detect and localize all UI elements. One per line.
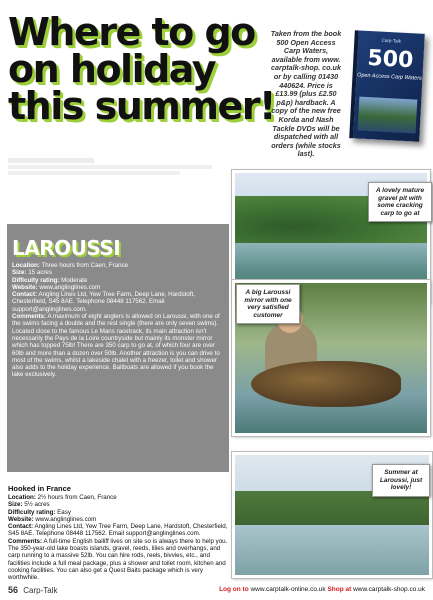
website-value: www.anglinglines.com <box>35 515 97 523</box>
hooked-details <box>8 494 230 582</box>
location-value: 2½ hours from Caen, France <box>37 494 117 501</box>
size-label: Size: <box>8 501 23 509</box>
comments-label: Comments: <box>12 313 47 321</box>
laroussi-title: LAROUSSI <box>12 236 121 260</box>
book-number: 500 <box>366 45 414 74</box>
log-on-label: Log on to <box>219 586 249 593</box>
headline-line-2: on holiday <box>8 47 216 91</box>
comments-value: A full-time English bailiff lives on site so is always there to help you. The 350-year-old lake boasts islands, gravel, reeds, lilies and overhangs, and carp running to a massive 52lb. You can hire rods, reels, bivvies, etc., and facilities include a full meal package, plus a shower and toilet room, kitchen and cooking facilities. You can also get a Quest Baits package which is very worthwhile. <box>8 537 228 582</box>
website-value: www.anglinglines.com <box>39 283 101 291</box>
photo-caption-2: A big Laroussi mirror with one very satisfied customer <box>236 284 300 324</box>
page-headline <box>8 10 288 128</box>
footer-links <box>219 586 425 593</box>
page-footer <box>0 580 433 600</box>
photo-caption-3: Summer at Laroussi, just lovely! <box>372 464 430 497</box>
book-cover-photo <box>358 97 418 134</box>
carptalk-online-link[interactable]: www.carptalk-online.co.uk <box>250 586 326 593</box>
website-label: Website: <box>12 283 38 291</box>
comments-value: A maximum of eight anglers is allowed on Laroussi, with one of the swims facing a double and the rest single (there are only seven swims). Located close to the famous Le Mans racetrack, its main attraction isn't necessarily the Pays de la Loire countryside but mainly its monster mirror which has topped 75lb! There are 350 carp to go at, of which four are over 60lb and more than a dozen over 50lb. Another attraction is you can drive to most of the swims, whilst a lakeside chalet with a freezer, toilet and shower also adds to the holiday experience. Baitboats are allowed if you book the lake exclusively. <box>12 313 220 379</box>
contact-value: Angling Lines Ltd, Yew Tree Farm, Deep Lane, Hardstoft, Chesterfield, S45 8AE. Telephone 08448 117562. Email support@anglinglines.com. <box>8 523 228 538</box>
location-label: Location: <box>8 494 36 501</box>
size-label: Size: <box>12 269 27 277</box>
book-promo-text: Taken from the book 500 Open Access Carp Waters, available from www. carptalk-shop. co.uk or by calling 01430 440624. Price is £13.99 (plus £2.50 p&p) hardback. A copy of the new free Korda and Nash Tackle DVDs will be dispatched with all orders (while stocks last). <box>270 29 342 159</box>
carptalk-shop-link[interactable]: www.carptalk-shop.co.uk <box>353 586 425 593</box>
book-subtitle: Open Access Carp Waters <box>356 72 422 82</box>
hooked-title: Hooked in France <box>8 484 71 493</box>
shop-at-label: Shop at <box>327 586 352 593</box>
website-label: Website: <box>8 515 34 523</box>
headline-line-1: Where to go <box>8 10 255 54</box>
size-value: 15 acres <box>28 269 52 277</box>
page-number: 56 <box>8 585 19 595</box>
headline-line-3: this summer! <box>8 84 275 128</box>
location-value: Three hours from Caen, France <box>41 262 129 269</box>
contact-value: Angling Lines Ltd, Yew Tree Farm, Deep Lane, Hardstoft, Chesterfield, S45 8AE. Telephone 08448 117562. Email support@anglinglines.com. <box>12 291 195 313</box>
difficulty-value: Moderate <box>61 276 88 284</box>
difficulty-label: Difficulty rating: <box>8 508 56 516</box>
photo-caption-1: A lovely mature gravel pit with some cracking carp to go at <box>368 182 432 222</box>
laroussi-details <box>12 262 226 379</box>
location-label: Location: <box>12 262 40 269</box>
book-brand: Carp-Talk <box>381 37 402 44</box>
comments-label: Comments: <box>8 537 43 545</box>
page-number-block <box>8 585 57 595</box>
contact-label: Contact: <box>12 291 38 299</box>
difficulty-value: Easy <box>57 508 71 516</box>
size-value: 5½ acres <box>24 501 50 509</box>
contact-label: Contact: <box>8 523 34 531</box>
difficulty-label: Difficulty rating: <box>12 276 60 284</box>
faded-text-block <box>8 158 223 175</box>
book-cover <box>349 30 425 142</box>
magazine-name: Carp-Talk <box>23 586 58 595</box>
